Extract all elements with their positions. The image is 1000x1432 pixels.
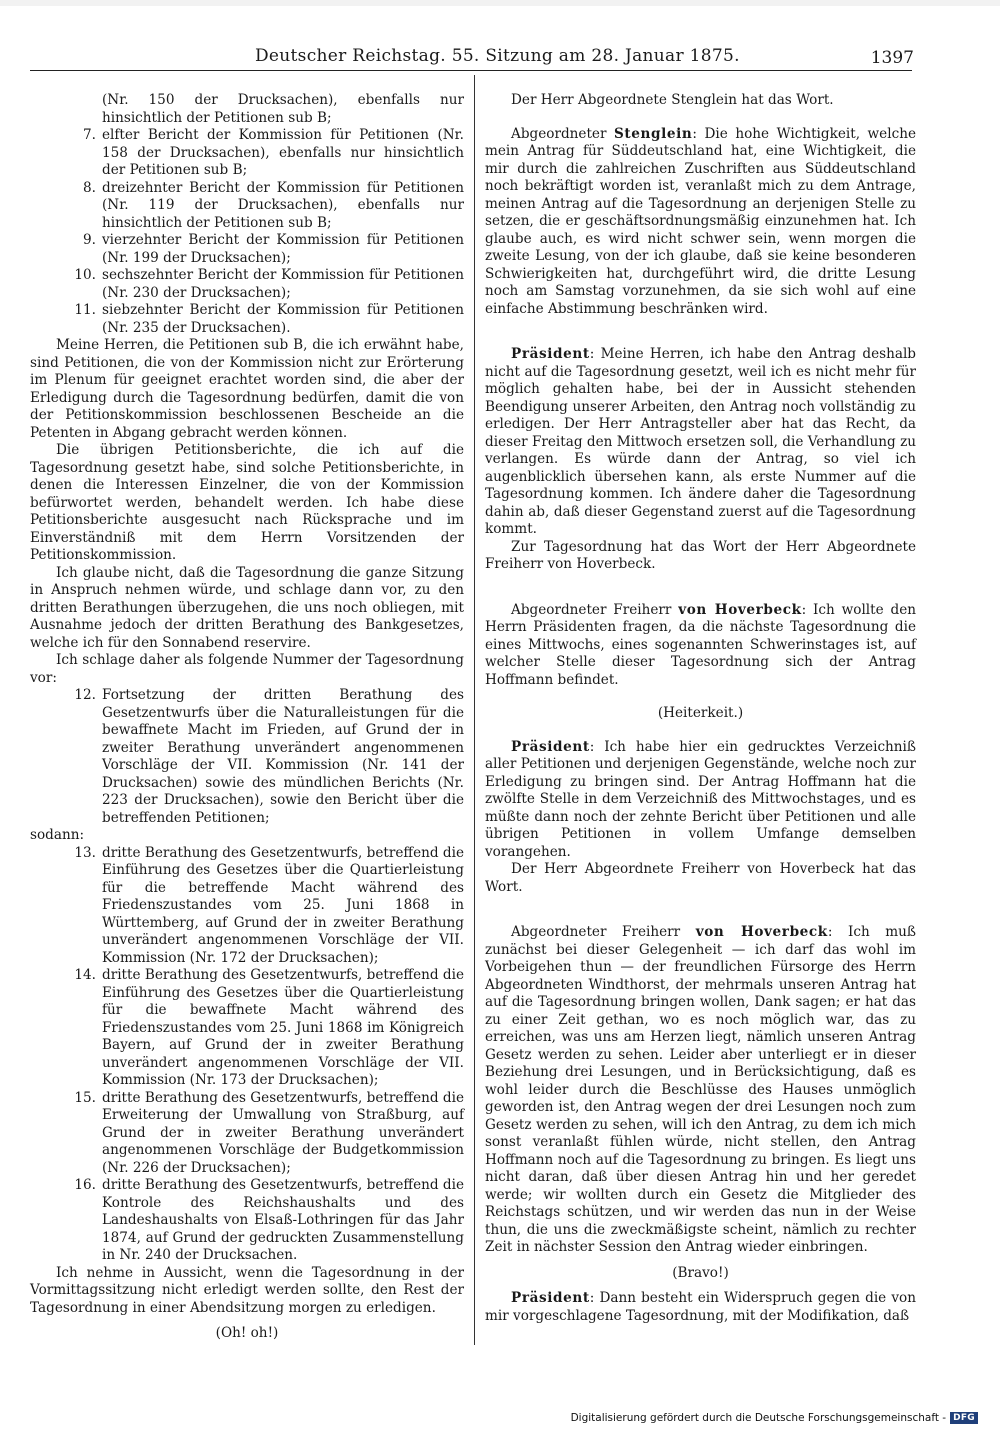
speech: Präsident: Meine Herren, ich habe den Antrag deshalb nicht auf die Tagesordnung gesetzt, weil ich es nicht mehr für möglich gehalten habe, bei der in Aussicht stehenden Beendigung unserer Arbeiten, den Antrag noch vollständig zu erledigen. Der Herr Antragsteller aber hat das Recht, da dieser Freitag den Mittwoch ersetzen soll, die Verhandlung zu verlangen. Es würde dann der Antrag, so viel ich augenblicklich übersehen kann, als erste Nummer auf die Tagesordnung kommen. Ich ändere daher die Tagesordnung dahin ab, daß dieser Gegenstand zuerst auf die Tagesordnung kommt. — [485, 346, 916, 537]
speaker-name: Präsident — [511, 346, 590, 362]
speech: Abgeordneter Freiherr von Hoverbeck: Ich muß zunächst bei dieser Gelegenheit — ich darf das wohl im Vorbeigehen thun — der freundlichen Fürsorge des Herrn Abgeordneten Windthorst, der mehrmals unseren Antrag hat auf die Tagesordnung bringen wollen, Dank sagen; er hat das zu einer Zeit gethan, wo es noch möglich war, das zu erreichen, was uns am Herzen liegt, nämlich unseren Antrag Gesetz werden zu sehen. Leider aber unterliegt er in dieser Beziehung drei Lesungen, und in Berücksichtigung, daß es wohl leider durch die Beschlüsse des Hauses unmöglich geworden ist, den Antrag wegen der drei Lesungen noch zum Gesetz werden zu sehen, will ich den Antrag, zu dem ich mich sonst veranlaßt fühlen würde, nicht stellen, den Antrag Hoffmann noch auf die Tagesordnung zu bringen. Es liegt uns nicht daran, daß über diesen Antrag hin und her geredet werde; wir wollten durch ein Gesetz die Mitglieder des Reichstags schützen, und wir werden das nun in der Weise thun, die uns die zweckmäßigste scheint, nämlich zu rechter Zeit in nächster Session den Antrag wieder einbringen. — [485, 924, 917, 1255]
interjection: (Heiterkeit.) — [657, 705, 744, 721]
list-item: 8. dreizehnter Bericht der Kommission für Petitionen (Nr. 119 der Drucksachen), ebenfalls nur hinsichtlich der Petitionen sub B; — [83, 179, 464, 231]
paragraph: Ich nehme in Aussicht, wenn die Tagesordnung in der Vormittagssitzung nicht erledigt werden sollte, den Rest der Tagesordnung in einer Abendsitzung morgen zu erledigen. — [30, 1264, 464, 1316]
paragraph: Ich glaube nicht, daß die Tagesordnung die ganze Sitzung in Anspruch nehmen würde, und schlage dann vor, zu den dritten Berathungen überzugehen, die uns noch obliegen, mit Ausnahme jedoch der dritten Berathung des Bankgesetzes, welche ich für den Sonnabend reservire. — [30, 564, 464, 651]
list-item: 13. dritte Berathung des Gesetzentwurfs, betreffend die Einführung des Gesetzes über die Quartierleistung für die betreffende Macht während des Friedenszustandes vom 25. Juni 1868 in Württemberg, auf Grund der in zweiter Berathung unverändert angenommenen Vorschläge der VII. Kommission (Nr. 172 der Drucksachen); — [74, 844, 464, 966]
list-item-continuation: (Nr. 150 der Drucksachen), ebenfalls nur hinsichtlich der Petitionen sub B; — [102, 92, 464, 126]
page-number: 1397 — [870, 48, 914, 68]
list-item: 10. sechszehnter Bericht der Kommission für Petitionen (Nr. 230 der Drucksachen); — [74, 267, 464, 301]
paragraph: Der Herr Abgeordnete Freiherr von Hoverbeck hat das Wort. — [485, 861, 916, 895]
page-header — [30, 44, 912, 71]
speech: Abgeordneter Freiherr von Hoverbeck: Ich wollte den Herrn Präsidenten fragen, da die nächste Tagesordnung die eines Mittwochs, eines sogenannten Schwerinstages ist, auf welcher Stelle dieser Tagesordnung sich der Antrag Hoffmann befindet. — [485, 601, 917, 688]
right-column — [485, 92, 916, 1325]
paragraph: Ich schlage daher als folgende Nummer der Tagesordnung vor: — [30, 652, 464, 686]
speech: Abgeordneter Stenglein: Die hohe Wichtigkeit, welche mein Antrag für Süddeutschland hat, eine Wichtigkeit, die mir durch die zahlreichen Zuschriften aus Süddeutschland noch bekräftigt worden ist, veranlaßt mich zu dem Antrage, meinen Antrag auf die Tagesordnung an derjenigen Stelle zu setzen, die er geschäftsordnungsmäßig einzunehmen hat. Ich glaube auch, es wird nicht schwer sein, wenn morgen die zweite Lesung, von der ich glaube, daß sie keine besonderen Schwierigkeiten hat, durchgeführt wird, die dritte Lesung noch am Samstag vorzunehmen, da sie sich wohl auf eine einfache Abstimmung beschränken wird. — [485, 125, 916, 317]
sodann-label: sodann: — [30, 827, 85, 843]
scan-top-edge — [0, 0, 1000, 6]
speaker-name: Präsident — [511, 1290, 590, 1306]
footer-credit — [571, 1410, 978, 1426]
list-item: 14. dritte Berathung des Gesetzentwurfs, betreffend die Einführung des Gesetzes über die Quartierleistung für die bewaffnete Macht während des Friedenszustandes vom 25. Juni 1868 im Königreich Bayern, auf Grund der in zweiter Berathung unverändert angenommenen Vorschläge der VII. Kommission (Nr. 173 der Drucksachen); — [74, 967, 464, 1088]
list-item: 9. vierzehnter Bericht der Kommission für Petitionen (Nr. 199 der Drucksachen); — [83, 232, 464, 266]
speaker-name: Präsident — [511, 738, 590, 755]
paragraph: Zur Tagesordnung hat das Wort der Herr Abgeordnete Freiherr von Hoverbeck. — [485, 538, 916, 572]
speaker-name: Stenglein — [614, 125, 693, 142]
footer-text: Digitalisierung gefördert durch die Deutsche Forschungsgemeinschaft - — [570, 1412, 947, 1424]
speaker-name: von Hoverbeck — [695, 924, 828, 940]
running-title: Deutscher Reichstag. 55. Sitzung am 28. Januar 1875. — [255, 46, 740, 66]
list-item: 12. Fortsetzung der dritten Berathung des Gesetzentwurfs über die Naturalleistungen für die bewaffnete Macht im Frieden, auf Grund der in zweiter Berathung unverändert angenommenen Vorschläge der VII. Kommission (Nr. 141 der Drucksachen) sowie des mündlichen Berichts (Nr. 223 der Drucksachen), sowie den Bericht über die betreffenden Petitionen; — [74, 687, 464, 826]
left-column — [30, 92, 464, 1343]
paragraph: Meine Herren, die Petitionen sub B, die ich erwähnt habe, sind Petitionen, die von der Kommission nicht zur Erörterung im Plenum für geeignet erachtet worden sind, die aber der Erledigung durch die Tagesordnung bedürfen, damit die von der Petitionskommission beschlossenen Bescheide an die Petenten in Abgang gebracht werden können. — [30, 337, 464, 441]
speech: Präsident: Ich habe hier ein gedrucktes Verzeichniß aller Petitionen und derjenigen Gegenstände, welche noch zur Erledigung zu bringen sind. Der Antrag Hoffmann hat die zwölfte Stelle in dem Verzeichniß des Mittwochstages, und es müßte dann noch der zehnte Bericht über Petitionen und alle übrigen Petitionen in vollem Umfange demselben vorangehen. — [485, 738, 916, 860]
speech: Präsident: Dann besteht ein Widerspruch gegen die von mir vorgeschlagene Tagesordnung, mit der Modifikation, daß — [485, 1290, 916, 1324]
list-item: 11. siebzehnter Bericht der Kommission für Petitionen (Nr. 235 der Drucksachen). — [74, 302, 464, 336]
interjection: (Oh! oh!) — [215, 1325, 279, 1341]
paragraph: Die übrigen Petitionsberichte, die ich auf die Tagesordnung gesetzt habe, sind solche Petitionsberichte, in denen die Interessen Einzelner, die von der Kommission befürwortet werden, behandelt werden. Ich habe diese Petitionsberichte ausgesucht nach Rücksprache und im Einverständniß mit dem Herrn Vorsitzenden der Petitionskommission. — [30, 442, 464, 563]
list-item: 16. dritte Berathung des Gesetzentwurfs, betreffend die Kontrole des Reichshaushalts und des Landeshaushalts von Elsaß-Lothringen für das Jahr 1874, auf Grund der gedruckten Zusammenstellung in Nr. 240 der Drucksachen. — [74, 1177, 464, 1263]
dfg-logo: DFG — [950, 1412, 978, 1424]
interjection: (Bravo!) — [672, 1264, 729, 1281]
list-item: 7. elfter Bericht der Kommission für Petitionen (Nr. 158 der Drucksachen), ebenfalls nur hinsichtlich der Petitionen sub B; — [83, 127, 464, 178]
column-divider — [474, 75, 475, 1345]
list-item: 15. dritte Berathung des Gesetzentwurfs, betreffend die Erweiterung der Umwallung von Straßburg, auf Grund der in zweiter Berathung unverändert angenommenen Vorschläge der Budgetkommission (Nr. 226 der Drucksachen); — [74, 1089, 464, 1176]
paragraph: Der Herr Abgeordnete Stenglein hat das Wort. — [511, 92, 834, 108]
speaker-name: von Hoverbeck — [678, 601, 802, 618]
